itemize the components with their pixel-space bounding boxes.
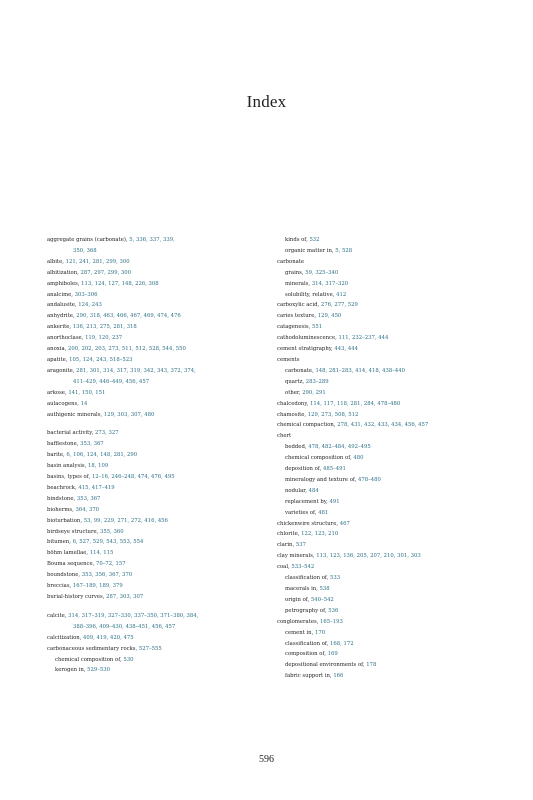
index-term: organic matter in, [285, 247, 336, 254]
index-term: classification of, [285, 575, 331, 582]
index-page-refs[interactable]: 148, 281–283, 414, 418, 438–440 [315, 367, 405, 374]
index-page-refs[interactable]: 409, 419, 420, 475 [83, 634, 134, 641]
index-entry [47, 268, 275, 279]
index-entry [47, 428, 275, 439]
index-entry [277, 584, 509, 595]
index-entry [47, 581, 275, 592]
index-entry [277, 660, 509, 671]
index-entry [277, 453, 509, 464]
index-entry [47, 592, 275, 603]
index-term: clay minerals, [277, 553, 317, 560]
index-term: chemical composition of, [55, 656, 124, 663]
index-entry [47, 322, 275, 333]
index-term: barite, [47, 452, 67, 459]
index-term: apatite, [47, 356, 70, 363]
index-page-refs[interactable]: 533 [330, 575, 341, 582]
index-page-refs[interactable]: 168, 172 [330, 640, 354, 647]
index-term: andalusite, [47, 302, 79, 309]
index-term: kinds of, [285, 237, 310, 243]
index-term: albitization, [47, 269, 81, 276]
index-entry [47, 399, 275, 410]
index-page-refs[interactable]: 113, 123, 136, 205, 207, 210, 301, 303 [316, 553, 421, 560]
index-term: anhydrite, [47, 313, 77, 320]
page-number: 596 [259, 754, 274, 765]
index-entry [47, 483, 275, 494]
index-page-refs[interactable]: 303–306 [74, 291, 98, 298]
index-page-refs[interactable]: 170 [314, 629, 326, 636]
index-term: replacement by, [285, 498, 330, 505]
index-entry [277, 508, 509, 519]
index-page-refs[interactable]: 165–193 [320, 618, 343, 625]
index-term: chemical compaction, [277, 422, 338, 429]
index-term: Bouma sequence, [47, 561, 97, 568]
index-page-refs[interactable]: 481 [318, 509, 329, 516]
index-term: aragonite, [47, 367, 77, 374]
index-page-refs[interactable]: 273, 327 [94, 430, 119, 437]
index-entry [47, 235, 275, 246]
index-page-refs[interactable]: 388–396, 409–430, 438–451, 456, 457 [73, 623, 176, 630]
index-page-refs[interactable]: 114, 115 [89, 550, 114, 557]
index-entry [277, 639, 509, 650]
index-entry [277, 617, 509, 628]
index-column-left [47, 235, 275, 676]
index-term: chalcedony, [277, 400, 310, 407]
index-term: beachrock, [47, 484, 79, 491]
index-entry [47, 246, 275, 257]
index-entry [277, 246, 509, 257]
index-term: carboxylic acid, [277, 302, 321, 309]
index-term: cement stratigraphy, [277, 346, 335, 353]
index-entry [47, 279, 275, 290]
index-entry [277, 497, 509, 508]
index-page-refs[interactable]: 355, 360 [100, 528, 124, 535]
index-entry [277, 519, 509, 530]
index-term: chamosite, [277, 411, 308, 418]
index-page-refs[interactable]: 129, 450 [317, 313, 342, 320]
index-page-refs[interactable]: 113, 124, 127, 148, 226, 308 [81, 280, 159, 287]
index-page-refs[interactable]: 467 [339, 520, 350, 527]
index-page-refs[interactable]: 167–189, 189, 379 [72, 583, 123, 590]
index-term: albite, [47, 258, 66, 265]
index-term: bindstone, [47, 495, 77, 502]
index-entry [47, 257, 275, 268]
index-entry [47, 450, 275, 461]
index-column-right [277, 235, 509, 682]
index-entry [277, 268, 509, 279]
index-page-refs[interactable]: 533–542 [291, 564, 315, 571]
index-page-refs[interactable]: 527–555 [138, 645, 162, 652]
index-page-refs[interactable]: 484 [308, 487, 319, 494]
index-term: aulacogens, [47, 400, 81, 407]
index-page-refs[interactable]: 283–289 [305, 378, 329, 385]
index-entry [47, 665, 275, 676]
index-page-refs[interactable]: 480 [353, 455, 364, 462]
index-term: analcime, [47, 291, 75, 298]
index-entry [277, 431, 509, 442]
index-entry [47, 366, 275, 377]
index-page-refs[interactable]: 314, 317–319, 327–330, 337–350, 371–380, 384, [68, 612, 199, 619]
index-entry [277, 486, 509, 497]
index-term: varieties of, [285, 509, 319, 516]
index-entry [47, 300, 275, 311]
index-entry [47, 527, 275, 538]
index-entry [277, 628, 509, 639]
index-term: boundstone, [47, 572, 82, 579]
index-term: deposition of, [285, 466, 323, 473]
index-entry [277, 311, 509, 322]
index-page-refs[interactable]: 129, 303, 307, 480 [103, 411, 155, 418]
index-entry [277, 333, 509, 344]
index-entry [47, 516, 275, 527]
index-entry [47, 537, 275, 548]
index-term: chemical composition of, [285, 455, 354, 462]
index-term: chickenwire structure, [277, 520, 340, 527]
index-entry [47, 355, 275, 366]
index-page-refs[interactable]: 537 [295, 542, 306, 549]
index-term: basin analysis, [47, 463, 88, 470]
index-entry [277, 562, 509, 573]
index-entry [277, 322, 509, 333]
index-term: amphiboles, [47, 280, 82, 287]
index-term: macerals in, [285, 586, 320, 592]
index-entry [47, 377, 275, 388]
index-entry [277, 257, 509, 268]
index-term: conglomerates, [277, 618, 321, 625]
index-entry [47, 548, 275, 559]
index-entry [277, 290, 509, 301]
index-page-refs[interactable]: 290, 291 [302, 389, 326, 396]
index-entry [47, 311, 275, 322]
index-entry [277, 344, 509, 355]
index-page-refs[interactable]: 53, 99, 229, 271, 272, 416, 456 [83, 517, 168, 524]
index-page-refs[interactable]: 412 [336, 291, 347, 298]
index-entry [277, 366, 509, 377]
index-entry [47, 622, 275, 633]
index-entry [47, 611, 275, 622]
index-term: classification of, [285, 640, 331, 647]
index-entry [47, 410, 275, 421]
index-page-refs[interactable]: 276, 277, 529 [320, 302, 358, 309]
index-entry [47, 570, 275, 581]
index-term: other, [285, 389, 303, 396]
index-term: petrography of, [285, 607, 329, 614]
index-page-refs[interactable]: 353, 367 [80, 441, 104, 448]
index-page-refs[interactable]: 485–491 [322, 466, 346, 473]
index-term: clarin, [277, 542, 296, 549]
index-entry [47, 472, 275, 483]
index-term: catagenesis, [277, 324, 312, 331]
index-page-refs[interactable]: 14 [80, 400, 88, 407]
index-entry [47, 461, 275, 472]
index-entry [47, 505, 275, 516]
index-page-refs[interactable]: 314, 317–320 [311, 280, 349, 287]
index-entry [277, 551, 509, 562]
index-entry [277, 410, 509, 421]
index-term: cathodoluminescence, [277, 335, 339, 342]
index-term: authigenic minerals, [47, 411, 104, 418]
index-page-refs[interactable]: 111, 232–237, 444 [338, 335, 389, 342]
index-term: caries texture, [277, 313, 318, 320]
index-entry [277, 649, 509, 660]
index-term: origin of, [285, 596, 311, 603]
index-page-refs[interactable]: 200, 202, 203, 273, 511, 512, 528, 544, 550 [67, 346, 186, 353]
index-term: böhm lamellae, [47, 550, 90, 557]
index-page-refs[interactable]: 353, 356, 367, 370 [81, 572, 133, 579]
index-page-refs[interactable]: 6, 106, 124, 148, 281, 290 [66, 452, 138, 459]
index-page-refs[interactable]: 178 [366, 662, 377, 669]
index-entry [277, 279, 509, 290]
index-term: minerals, [285, 280, 312, 287]
index-page-refs[interactable]: 415, 417–419 [78, 484, 115, 491]
index-page-refs[interactable]: 6, 527, 529, 543, 553, 554 [72, 539, 144, 546]
index-page-refs[interactable]: 287, 303, 307 [106, 594, 144, 600]
index-page-refs[interactable]: 532 [309, 237, 320, 243]
index-page-refs[interactable]: 350, 368 [73, 247, 97, 254]
index-term: calcite, [47, 612, 69, 619]
index-entry [277, 300, 509, 311]
index-page-refs[interactable]: 166 [333, 673, 344, 680]
index-term: grains, [285, 269, 306, 276]
index-page-refs[interactable]: 5, 336, 337, 339, [129, 237, 175, 243]
index-term: anoxia, [47, 346, 68, 353]
index-page-refs[interactable]: 70–72, 157 [96, 561, 126, 568]
index-term: bioherms, [47, 506, 76, 513]
index-entry [47, 439, 275, 450]
index-term: chert [277, 433, 292, 440]
index-page-refs[interactable]: 536 [328, 607, 339, 614]
index-entry [47, 494, 275, 505]
index-entry [47, 633, 275, 644]
index-page-refs[interactable]: 551 [311, 324, 323, 331]
index-page-refs[interactable]: 540–542 [310, 596, 334, 603]
index-term: cement in, [285, 629, 315, 636]
index-page-refs[interactable]: 124, 243 [78, 302, 102, 309]
index-term: quartz, [285, 378, 306, 385]
index-term: bedded, [285, 444, 309, 451]
index-page-refs[interactable]: 529–530 [87, 667, 111, 674]
index-page-refs[interactable]: 411–429, 446–449, 456, 457 [73, 378, 150, 385]
index-term: carbonaceous sedimentary rocks, [47, 645, 139, 652]
index-term: coal, [277, 564, 292, 571]
index-term: depositional environments of, [285, 662, 367, 669]
index-entry [47, 644, 275, 655]
index-entry [277, 464, 509, 475]
index-entry [47, 559, 275, 570]
index-term: arkose, [47, 389, 69, 396]
index-term: nodular, [285, 487, 309, 494]
index-entry [277, 475, 509, 486]
index-page-refs[interactable]: 119, 120, 237 [85, 335, 123, 342]
index-entry [277, 529, 509, 540]
index-page-refs[interactable]: 290, 318, 463, 466, 467, 469, 474, 476 [76, 313, 181, 320]
index-term: fabric support in, [285, 673, 334, 680]
index-page-refs[interactable]: 364, 370 [75, 506, 100, 513]
index-page-refs[interactable]: 59, 325–340 [305, 269, 339, 276]
index-term: basins, types of, [47, 474, 92, 481]
index-page-refs[interactable]: 491 [329, 498, 340, 505]
index-page-refs[interactable]: 278, 431, 432, 433, 434, 456, 457 [337, 422, 429, 429]
index-entry [277, 442, 509, 453]
index-page-refs[interactable]: 281, 301, 314, 317, 319, 342, 343, 372, 374, [76, 367, 196, 374]
index-page-refs[interactable]: 105, 124, 243, 518–523 [69, 356, 133, 363]
index-term: composition of, [285, 651, 328, 658]
index-page-refs[interactable]: 169 [327, 651, 338, 658]
index-page-refs[interactable]: 129, 273, 508, 512 [307, 411, 359, 418]
index-page-refs[interactable]: 114, 117, 118, 281, 284, 478–480 [309, 400, 401, 407]
index-term: aggregate grains (carbonate), [47, 237, 130, 243]
index-page-refs[interactable]: 12–16, 246–248, 474, 476, 495 [91, 474, 175, 481]
index-page-refs[interactable]: 141, 150, 151 [68, 389, 106, 396]
index-term: cements [277, 356, 300, 363]
index-entry [277, 355, 509, 366]
index-entry [47, 333, 275, 344]
index-term: bioturbation, [47, 517, 84, 524]
index-page-refs[interactable]: 538 [319, 586, 330, 592]
index-page-refs[interactable]: 478, 482–484, 492–495 [308, 444, 371, 451]
index-term: chlorite, [277, 531, 302, 538]
index-entry [277, 399, 509, 410]
index-term: breccias, [47, 583, 73, 590]
index-entry [277, 388, 509, 399]
index-entry [47, 388, 275, 399]
index-entry [277, 606, 509, 617]
index-page-refs[interactable]: 287, 297, 299, 300 [80, 269, 132, 276]
page-title: Index [246, 92, 287, 111]
index-term: birdseye structure, [47, 528, 101, 535]
index-term: mineralogy and texture of, [285, 476, 359, 483]
index-entry [47, 344, 275, 355]
index-entry [277, 573, 509, 584]
index-entry [277, 420, 509, 431]
index-page-refs[interactable]: 18, 109 [87, 463, 109, 470]
index-entry [277, 540, 509, 551]
index-term: bafflestone, [47, 441, 81, 448]
index-term: bitumen, [47, 539, 73, 546]
index-page-refs[interactable]: 121, 241, 281, 299, 300 [65, 258, 130, 265]
index-term: carbonate [277, 258, 305, 265]
index-term: solubility, relative, [285, 291, 337, 298]
index-term: burial-history curves, [47, 594, 107, 600]
index-page-refs[interactable]: 136, 213, 275, 281, 318 [72, 324, 137, 331]
index-entry [277, 595, 509, 606]
index-term: calcitization, [47, 634, 84, 641]
index-entry [277, 235, 509, 246]
index-term: kerogen in, [55, 667, 88, 674]
index-term: carbonate, [285, 367, 316, 374]
index-page-refs[interactable]: 478–480 [358, 476, 381, 483]
index-page-refs[interactable]: 443, 444 [334, 346, 358, 353]
index-entry [47, 655, 275, 666]
index-term: anorthoclase, [47, 335, 86, 342]
index-entry [277, 671, 509, 682]
index-entry [277, 377, 509, 388]
index-page-refs[interactable]: 530 [123, 656, 134, 663]
index-term: ankerite, [47, 324, 73, 331]
index-page-refs[interactable]: 122, 123, 210 [301, 531, 339, 538]
index-page-refs[interactable]: 5, 528 [335, 247, 353, 254]
index-term: bacterial activity, [47, 430, 95, 437]
index-page-refs[interactable]: 353, 367 [76, 495, 101, 502]
index-entry [47, 290, 275, 301]
